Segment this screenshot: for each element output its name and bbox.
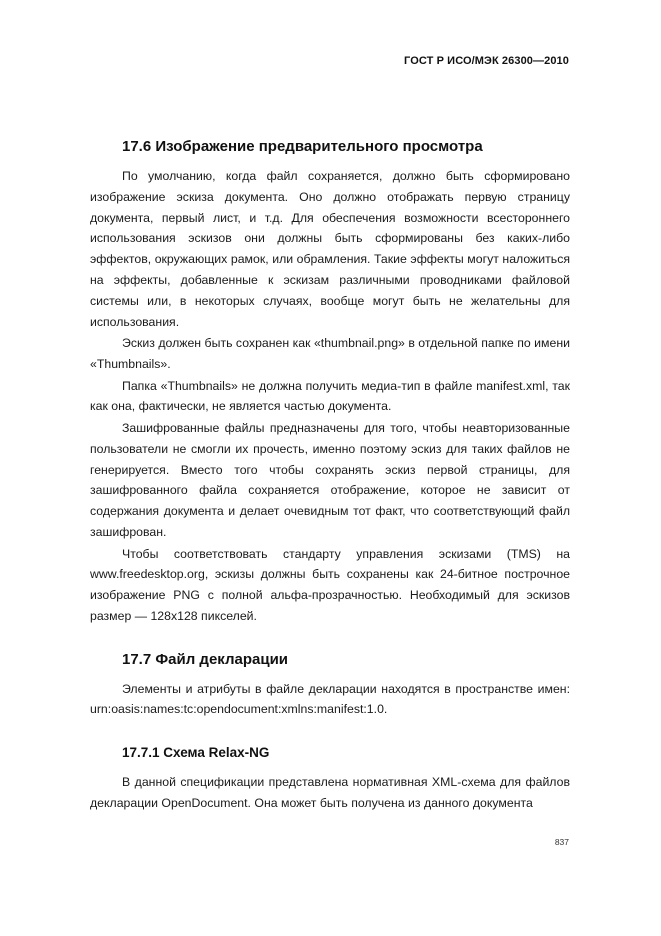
page-content [90,137,570,814]
paragraph: Чтобы соответствовать стандарту управления эскизами (TMS) на www.freedesktop.org, эскизы должны быть сохранены как 24-битное построчное изображение PNG с полной альфа-прозрачностью. Необходимый для эскизов размер — 128x128 пикселей. [90,546,570,623]
standard-reference-header: ГОСТ Р ИСО/МЭК 26300—2010 [404,55,569,67]
paragraph: Элементы и атрибуты в файле декларации находятся в пространстве имен: urn:oasis:names:tc:opendocument:xmlns:manifest:1.0. [90,681,570,717]
paragraph: Зашифрованные файлы предназначены для того, чтобы неавторизованные пользователи не смогли их прочесть, именно поэтому эскиз для таких файлов не генерируется. Вместо того чтобы сохранять эскиз первой страницы, для зашифрованного файла сохраняется отображение, которое не зависит от содержания документа и делает очевидным тот факт, что соответствующий файл зашифрован. [90,420,570,539]
spacer [90,721,570,743]
section-heading-17-6: 17.6 Изображение предварительного просмотра [122,138,483,155]
spacer [90,763,570,772]
paragraph: В данной спецификации представлена нормативная XML-схема для файлов декларации OpenDocument. Она может быть получена из данного документа [90,774,570,810]
spacer [90,670,570,679]
paragraph: Эскиз должен быть сохранен как «thumbnail.png» в отдельной папке по имени «Thumbnails». [90,336,570,371]
section-heading-17-7: 17.7 Файл декларации [122,650,289,668]
spacer [90,628,570,650]
section-heading-17-7-1: 17.7.1 Схема Relax-NG [122,744,270,760]
page-number: 837 [554,837,569,847]
paragraph: Папка «Thumbnails» не должна получить медиа-тип в файле manifest.xml, так как она, фактически, не является частью документа. [90,378,570,414]
paragraph: По умолчанию, когда файл сохраняется, должно быть сформировано изображение эскиза документа. Оно должно отображать первую страницу документа, первый лист, и т.д. Для обеспечения возможности всестороннего использования эскизов они должны быть сформированы без каких-либо эффектов, окружающих рамок, или обрамления. Такие эффекты могут наложиться на эффекты, добавленные к эскизам различными проводниками файловой системы или, в некоторых случаях, вообще могут быть не желательны для использования. [90,169,570,329]
spacer [90,157,570,166]
